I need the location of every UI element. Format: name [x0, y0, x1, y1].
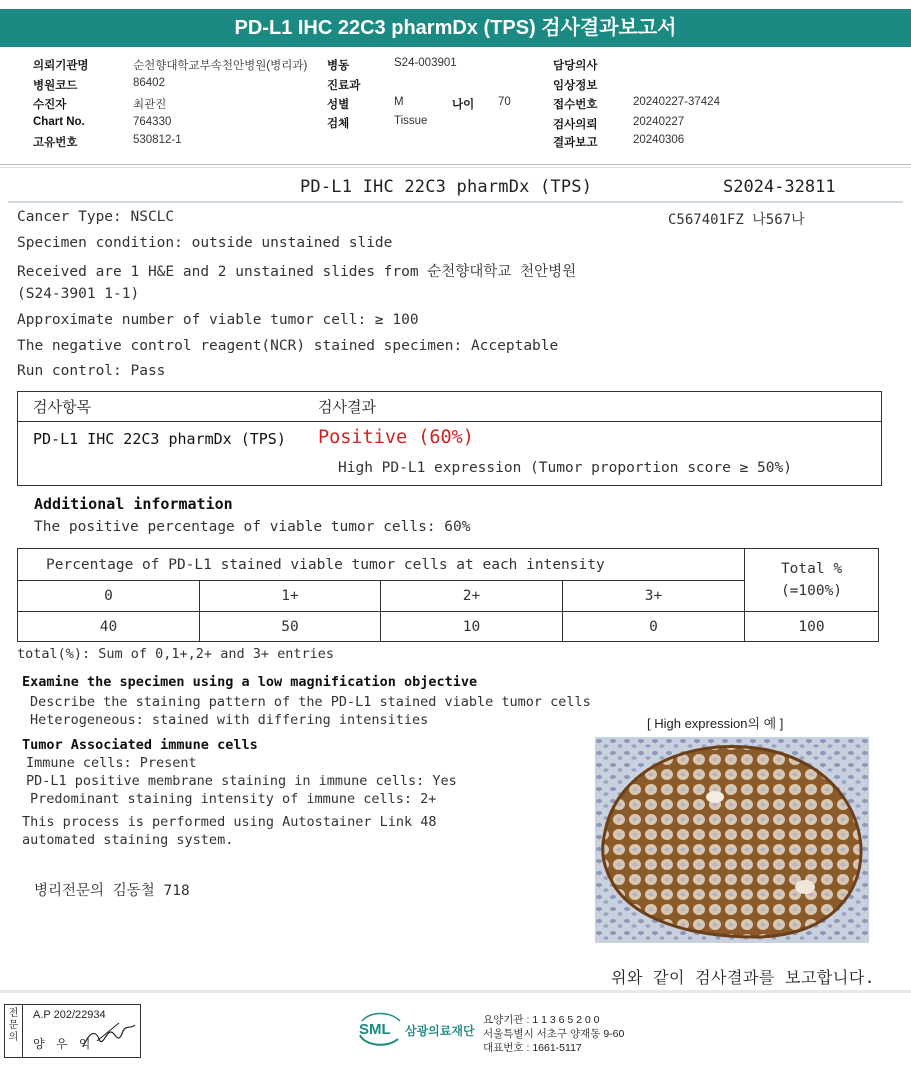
negative-control-line: The negative control reagent(NCR) stained specimen: Acceptable [17, 338, 559, 354]
footer-divider [0, 990, 911, 993]
intensity-header: 0 [18, 581, 200, 612]
seal-vertical-label: 전 문 의 [5, 1005, 23, 1057]
seal-license-code: A.P 202/22934 [33, 1009, 106, 1021]
field-label: 병원코드 [33, 80, 78, 92]
intensity-table [17, 548, 879, 642]
run-control-line: Run control: Pass [17, 363, 166, 379]
case-code: C567401FZ 나567나 [668, 212, 805, 228]
field-label: 의뢰기관명 [33, 60, 89, 72]
field-label: 진료과 [327, 80, 361, 92]
immune-line: Predominant staining intensity of immune cells: 2+ [30, 791, 437, 807]
field-value: 530812-1 [133, 134, 182, 146]
field-label: 고유번호 [33, 137, 78, 149]
field-label: 수진자 [33, 99, 67, 111]
intensity-value: 10 [381, 612, 563, 642]
tumor-cell-count-line: Approximate number of viable tumor cell: ≥ 100 [17, 312, 419, 328]
sml-logo-icon [356, 1009, 404, 1049]
field-value: 최관진 [133, 99, 167, 111]
examine-line: Heterogeneous: stained with differing intensities [30, 712, 429, 728]
field-label: 성별 [327, 99, 350, 111]
field-label: 나이 [452, 99, 475, 111]
handwritten-signature [79, 1019, 139, 1053]
field-value: 순천향대학교부속천안병원(병리과) [133, 60, 308, 72]
result-box [17, 391, 882, 486]
field-value: 70 [498, 96, 511, 108]
field-label: 담당의사 [553, 60, 598, 72]
title-divider [8, 201, 903, 203]
test-result-header: 검사결과 [318, 398, 376, 416]
table-footnote: total(%): Sum of 0,1+,2+ and 3+ entries [17, 646, 334, 662]
pathologist-signature-line: 병리전문의 김동철 718 [34, 883, 190, 899]
field-value: 20240227 [633, 116, 685, 128]
intensity-value: 50 [200, 612, 381, 642]
field-value: S24-003901 [394, 57, 457, 69]
test-result-interpretation: High PD-L1 expression (Tumor proportion score ≥ 50%) [338, 460, 792, 476]
process-line: This process is performed using Autostainer Link 48 [22, 814, 437, 830]
field-label: 검체 [327, 118, 350, 130]
examine-title: Examine the specimen using a low magnification objective [22, 674, 478, 690]
field-label: 임상정보 [553, 80, 598, 92]
immune-line: PD-L1 positive membrane staining in immune cells: Yes [26, 773, 457, 789]
report-title: PD-L1 IHC 22C3 pharmDx (TPS) [300, 177, 593, 197]
report-banner-title: PD-L1 IHC 22C3 pharmDx (TPS) 검사결과보고서 [0, 9, 911, 47]
footer-phone: 대표번호 : 1661-5117 [483, 1042, 582, 1054]
test-item-name: PD-L1 IHC 22C3 pharmDx (TPS) [33, 430, 286, 448]
intensity-header: 2+ [381, 581, 563, 612]
specimen-condition-line: Specimen condition: outside unstained slide [17, 235, 393, 251]
ihc-micrograph-image [595, 737, 869, 943]
specialist-seal [4, 1004, 141, 1058]
field-label: 병동 [327, 60, 350, 72]
total-header: Total % (=100%) [745, 549, 879, 612]
examine-line: Describe the staining pattern of the PD-L1 stained viable tumor cells [30, 694, 591, 710]
additional-info-title: Additional information [34, 495, 233, 513]
footer-address: 서울특별시 서초구 양재동 9-60 [483, 1028, 625, 1040]
additional-info-text: The positive percentage of viable tumor cells: 60% [34, 519, 471, 535]
field-label: Chart No. [33, 116, 85, 128]
report-id: S2024-32811 [723, 177, 836, 197]
header-divider-light [0, 167, 911, 168]
seal-specialist-name: 양 우 익 [33, 1037, 95, 1051]
intensity-header: 3+ [563, 581, 745, 612]
immune-title: Tumor Associated immune cells [22, 737, 258, 753]
intensity-header: 1+ [200, 581, 381, 612]
received-line: Received are 1 H&E and 2 unstained slides from 순천향대학교 천안병원 [17, 264, 577, 280]
closing-statement: 위와 같이 검사결과를 보고합니다. [611, 968, 875, 987]
test-item-header: 검사항목 [33, 398, 91, 416]
field-value: 86402 [133, 77, 165, 89]
field-label: 결과보고 [553, 137, 598, 149]
logo-text: SML [359, 1021, 391, 1038]
cancer-type-line: Cancer Type: NSCLC [17, 209, 175, 225]
table-caption: Percentage of PD-L1 stained viable tumor cells at each intensity [18, 549, 745, 581]
footer-registration: 요양기관 : 1 1 3 6 5 2 0 0 [483, 1014, 600, 1026]
intensity-value: 40 [18, 612, 200, 642]
process-line: automated staining system. [22, 832, 234, 848]
field-value: 764330 [133, 116, 172, 128]
test-result-value: Positive (60%) [318, 427, 474, 448]
slide-id-line: (S24-3901 1-1) [17, 286, 140, 302]
header-divider [0, 164, 911, 165]
immune-line: Immune cells: Present [26, 755, 197, 771]
field-value: 20240227-37424 [633, 96, 720, 108]
example-caption: [ High expression의 예 ] [647, 716, 784, 731]
field-label: 접수번호 [553, 99, 598, 111]
field-label: 검사의뢰 [553, 119, 598, 131]
field-value: M [394, 96, 404, 108]
field-value: 20240306 [633, 134, 685, 146]
total-value: 100 [745, 612, 879, 642]
field-value: Tissue [394, 115, 428, 127]
organization-name: 삼광의료재단 [405, 1024, 475, 1038]
result-box-divider [18, 421, 881, 422]
intensity-value: 0 [563, 612, 745, 642]
